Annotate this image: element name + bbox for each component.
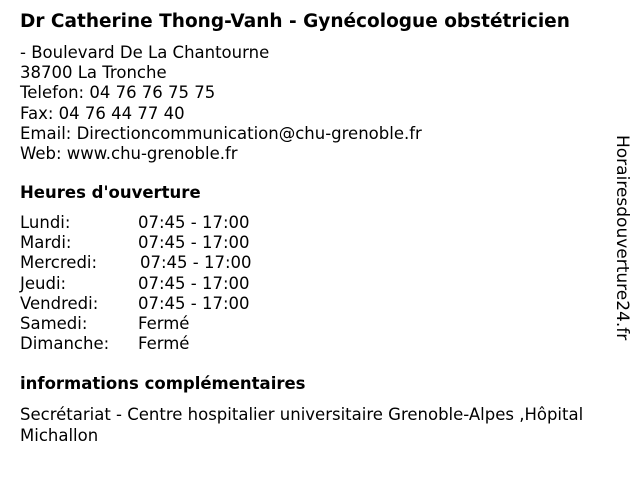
- hours-day: Mardi:: [20, 233, 72, 253]
- address-line-2: 38700 La Tronche: [20, 63, 167, 83]
- hours-row-monday: [20, 213, 252, 233]
- email-line: Email: Directioncommunication@chu-grenoble.fr: [20, 123, 422, 143]
- hours-time: 07:45 - 17:00: [140, 253, 252, 273]
- fax-line: Fax: 04 76 44 77 40: [20, 103, 185, 123]
- hours-day: Mercredi:: [20, 253, 98, 273]
- info-text: Secrétariat - Centre hospitalier universitaire Grenoble-Alpes ,Hôpital Michallon: [20, 405, 584, 445]
- hours-time: 07:45 - 17:00: [138, 233, 250, 253]
- hours-row-tuesday: [20, 233, 252, 253]
- hours-time: 07:45 - 17:00: [138, 213, 250, 232]
- info-heading: informations complémentaires: [20, 374, 306, 393]
- hours-day: Vendredi:: [20, 293, 99, 313]
- hours-row-wednesday: [20, 253, 252, 273]
- hours-row-friday: [20, 294, 252, 314]
- side-watermark: Horairesdouverture24.fr: [612, 135, 632, 341]
- hours-day: Lundi:: [20, 213, 71, 232]
- hours-row-thursday: [20, 274, 252, 294]
- hours-time: Fermé: [138, 314, 190, 334]
- hours-heading: Heures d'ouverture: [20, 183, 201, 202]
- hours-row-sunday: [20, 334, 252, 354]
- hours-day: Samedi:: [20, 314, 88, 334]
- hours-time: 07:45 - 17:00: [138, 293, 250, 313]
- phone-line: Telefon: 04 76 76 75 75: [20, 83, 216, 103]
- hours-day: Dimanche:: [20, 334, 110, 354]
- contact-block: [20, 43, 422, 164]
- address-line-1: - Boulevard De La Chantourne: [20, 43, 270, 62]
- hours-time: Fermé: [138, 334, 190, 354]
- page-title: Dr Catherine Thong-Vanh - Gynécologue obstétricien: [20, 11, 570, 32]
- hours-row-saturday: [20, 314, 252, 334]
- hours-day: Jeudi:: [20, 273, 67, 293]
- web-line: Web: www.chu-grenoble.fr: [20, 144, 238, 164]
- hours-table: [20, 213, 252, 354]
- hours-time: 07:45 - 17:00: [138, 273, 250, 293]
